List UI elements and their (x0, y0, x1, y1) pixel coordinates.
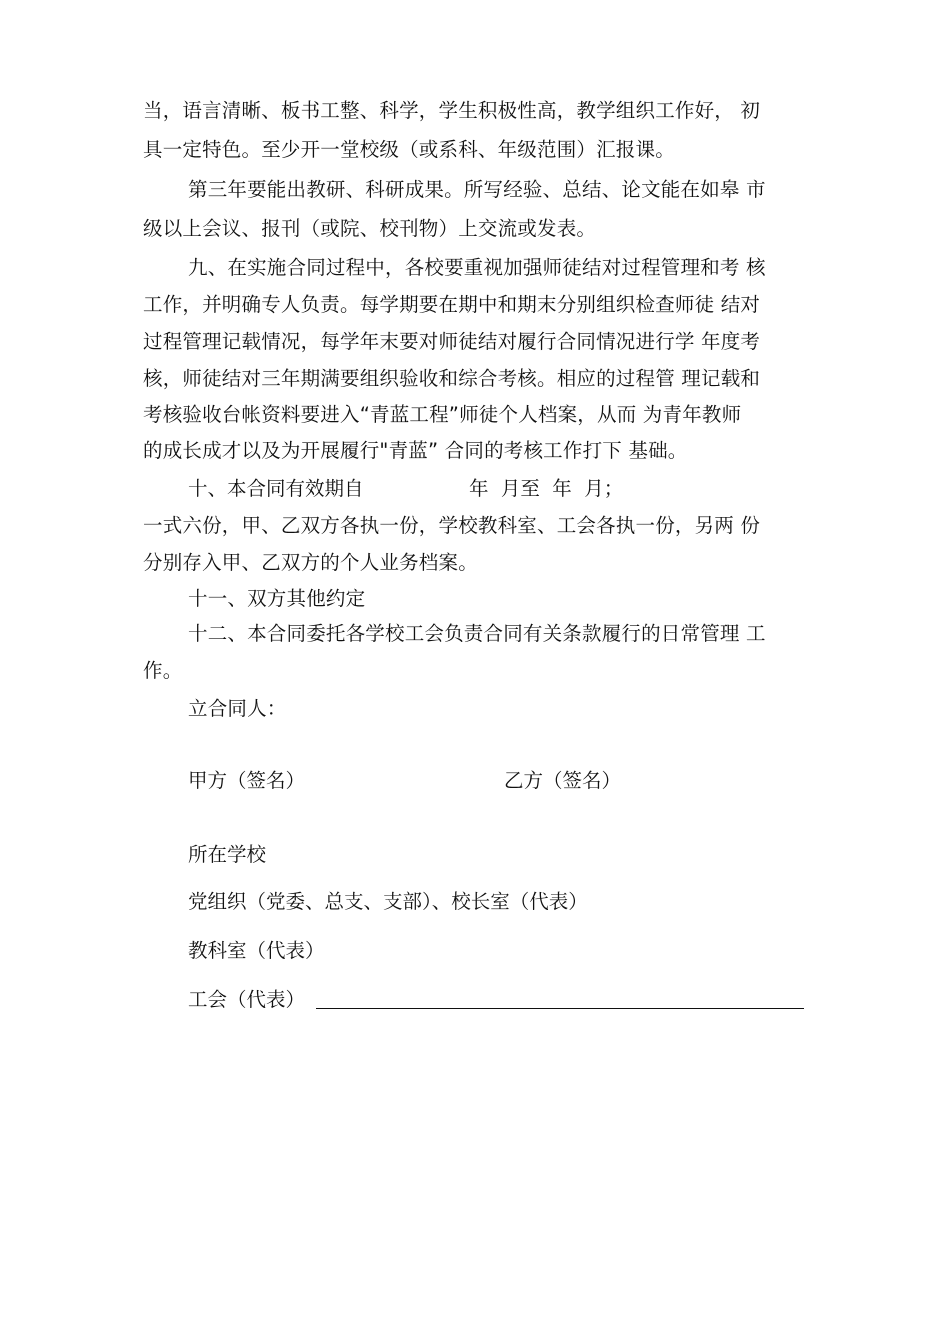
text-line: 第三年要能出教研、科研成果。所写经验、总结、论文能在如皋 市 (188, 178, 766, 201)
party-org-label: 党组织（党委、总支、支部）、校长室（代表） (188, 890, 588, 913)
text-line: 一式六份，甲、乙双方各执一份，学校教科室、工会各执一份，另两 份 (143, 514, 761, 537)
clause-eleven: 十一、双方其他约定 (188, 587, 366, 610)
text-line: 分别存入甲、乙双方的个人业务档案。 (143, 551, 478, 574)
clause-ten-dates: 年 月至 年 月； (469, 477, 624, 500)
signatories-heading: 立合同人： (188, 697, 287, 720)
research-office-label: 教科室（代表） (188, 939, 325, 962)
clause-twelve: 十二、本合同委托各学校工会负责合同有关条款履行的日常管理 工 (188, 622, 766, 645)
party-b-signature-label: 乙方（签名） (504, 769, 622, 792)
party-a-signature-label: 甲方（签名） (188, 769, 306, 792)
text-line: 当，语言清晰、板书工整、科学，学生积极性高，教学组织工作好， 初 (143, 99, 761, 122)
text-line: 级以上会议、报刊（或院、校刊物）上交流或发表。 (143, 217, 597, 240)
clause-nine: 九、在实施合同过程中，各校要重视加强师徒结对过程管理和考 核 (188, 256, 766, 279)
text-line: 作。 (143, 659, 183, 682)
text-line: 过程管理记载情况，每学年末要对师徒结对履行合同情况进行学 年度考 (143, 330, 761, 353)
union-label: 工会（代表） (188, 988, 306, 1011)
text-line: 的成长成才以及为开展履行"青蓝” 合同的考核工作打下 基础。 (143, 439, 688, 462)
text-line: 工作，并明确专人负责。每学期要在期中和期末分别组织检查师徒 结对 (143, 293, 761, 316)
school-label: 所在学校 (188, 843, 267, 866)
text-line: 具一定特色。至少开一堂校级（或系科、年级范围）汇报课。 (143, 138, 675, 161)
text-line: 考核验收台帐资料要进入“青蓝工程”师徒个人档案，从而 为青年教师 (143, 403, 742, 426)
clause-ten-label: 十、本合同有效期自 (188, 477, 364, 500)
union-signature-line (316, 1008, 804, 1009)
text-line: 核，师徒结对三年期满要组织验收和综合考核。相应的过程管 理记载和 (143, 367, 761, 390)
